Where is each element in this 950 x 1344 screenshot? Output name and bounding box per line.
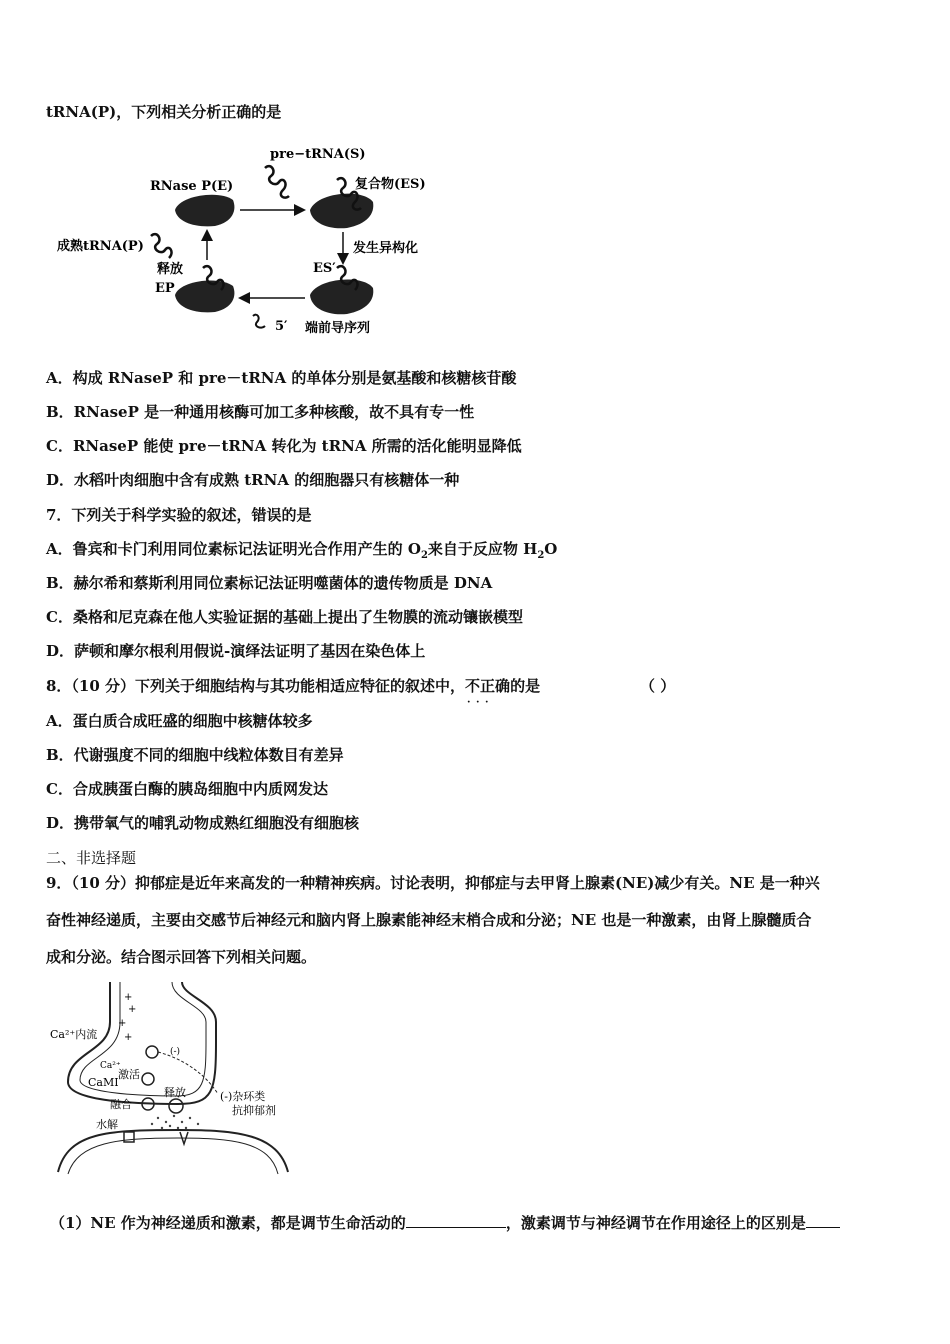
plus-2: + [128,1004,137,1015]
synapse-diagram [48,982,298,1182]
section-heading: 二、非选择题 [46,849,137,867]
label-pre-trna: pre−tRNA(S) [270,147,366,162]
q7-option-c: C．桑格和尼克森在他人实验证据的基础上提出了生物膜的流动镶嵌模型 [46,608,523,626]
label-drug-2: 抗抑郁剂 [232,1104,276,1117]
q6-option-a: A．构成 RNaseP 和 pre－tRNA 的单体分别是氨基酸和核糖核苷酸 [46,369,517,387]
leader-squiggle [253,315,265,328]
postsynaptic-membrane [58,1130,288,1172]
label-inhibit: (-) [170,1047,181,1057]
label-cami: CaMI [88,1076,119,1089]
label-five-prime: 5′ [275,319,288,334]
label-fuse: 融合 [110,1098,132,1111]
q9-sub1-pre: （1）NE 作为神经递质和激素，都是调节生命活动的 [50,1214,406,1232]
label-rnase-p: RNase P(E) [150,179,234,194]
q7-a-sub1: 2 [420,550,428,561]
label-es-prime: ES′ [313,261,336,276]
q8-stem-emph: 不正确 · · · [465,677,510,695]
q6-option-c: C．RNaseP 能使 pre－tRNA 转化为 tRNA 所需的活化能明显降低 [46,437,522,455]
answer-blank-2[interactable] [806,1213,840,1228]
label-activate: 激活 [118,1068,140,1081]
label-mature-trna: 成熟tRNA(P) [57,239,144,254]
plus-3: + [118,1018,127,1029]
vesicle-4 [169,1099,183,1113]
label-ep: EP [155,281,175,296]
vesicle-1 [146,1046,158,1058]
vesicle-2 [142,1073,154,1085]
plus-1: + [124,992,133,1003]
q7-a-mid: 来自于反应物 H [427,540,538,558]
label-release: 释放 [157,262,184,277]
q8-answer-paren: （ ） [640,677,676,695]
q7-option-d: D．萨顿和摩尔根利用假说-演绎法证明了基因在染色体上 [46,642,426,660]
q9-sub1 [50,1213,840,1233]
q7-stem: 7．下列关于科学实验的叙述，错误的是 [46,506,312,524]
q8-option-a: A．蛋白质合成旺盛的细胞中核糖体较多 [46,712,313,730]
q9-line2: 奋性神经递质，主要由交感节后神经元和脑内肾上腺素能神经末梢合成和分泌；NE 也是一种激素，由肾上腺髓质合 [46,911,812,929]
q8-stem-post: 的是 [510,677,541,695]
transmitter-dots [151,1115,199,1129]
label-ca-influx: Ca²⁺内流 [50,1028,98,1041]
question-stem-tail: tRNA(P)，下列相关分析正确的是 [46,103,282,121]
q8-option-d: D．携带氧气的哺乳动物成熟红细胞没有细胞核 [46,814,360,832]
q8-stem-pre: 8．（10 分）下列关于细胞结构与其功能相适应特征的叙述中， [46,677,466,695]
q9-line1: 9．（10 分）抑郁症是近年来高发的一种精神疾病。讨论表明，抑郁症与去甲肾上腺素(NE)减少有关。NE 是一种兴 [46,874,820,892]
q6-option-d: D．水稻叶肉细胞中含有成熟 tRNA 的细胞器只有核糖体一种 [46,471,460,489]
label-isomer: 发生异构化 [353,241,419,256]
label-leader: 端前导序列 [305,321,371,336]
answer-blank-1[interactable] [406,1213,506,1228]
q8-option-b: B．代谢强度不同的细胞中线粒体数目有差异 [46,746,344,764]
label-ca: Ca²⁺ [100,1061,121,1071]
q7-a-sub2: 2 [537,550,545,561]
q6-option-b: B．RNaseP 是一种通用核酶可加工多种核酸，故不具有专一性 [46,403,475,421]
q9-sub1-mid: ，激素调节与神经调节在作用途径上的区别是 [505,1214,806,1232]
enzyme-ep-shape [175,280,234,312]
label-drug-1: (-)杂环类 [220,1090,266,1103]
enzyme-e-shape [175,195,234,227]
q8-option-c: C．合成胰蛋白酶的胰岛细胞中内质网发达 [46,780,328,798]
label-release: 释放 [164,1086,186,1099]
q7-option-b: B．赫尔希和蔡斯利用同位素标记法证明噬菌体的遗传物质是 DNA [46,574,493,592]
q7-option-a [46,539,557,566]
q9-line3: 成和分泌。结合图示回答下列相关问题。 [46,948,317,966]
plus-4: + [124,1032,133,1043]
label-complex: 复合物(ES) [355,177,426,192]
q7-a-pre: A．鲁宾和卡门利用同位素标记法证明光合作用产生的 O [46,540,421,558]
enzyme-es-shape [310,194,373,229]
q8-stem [46,676,540,696]
enzyme-es-prime-shape [310,280,373,315]
q7-a-post: O [544,540,558,558]
rnase-p-cycle-diagram [55,140,455,345]
mature-trna-squiggle [151,234,172,258]
pre-trna-squiggle [265,166,289,197]
label-hydrolysis: 水解 [96,1118,118,1131]
postsynaptic-membrane-inner [68,1138,278,1174]
